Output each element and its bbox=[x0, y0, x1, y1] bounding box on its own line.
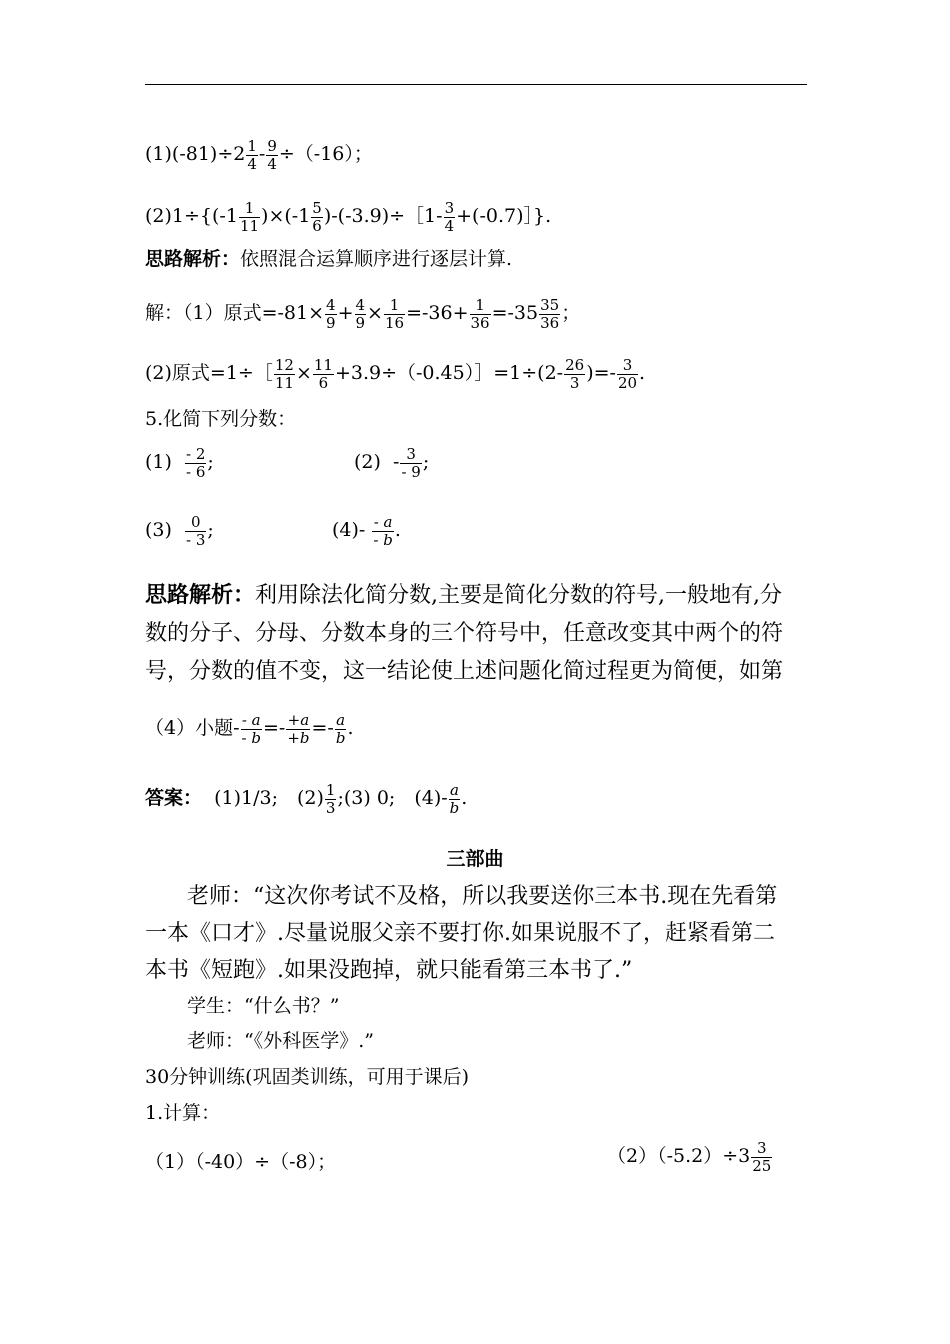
problem-2: (2)1÷{(-1 $\frac{1}{11}$ )×(-1 $\frac{5}{6}$ )-(-3.9)÷［1- $\frac{3}{4}$ +(-0.7)］}. bbox=[145, 199, 552, 235]
q5-item-2: (2) - $\frac{3}{- 9}$ ; bbox=[354, 445, 430, 481]
hint-2-line-1: 思路解析：利用除法化简分数,主要是简化分数的符号,一般地有,分 bbox=[145, 583, 782, 608]
hint-2-line-4: （4）小题- $\frac{- a}{- b}$ =- $\frac{+a}{+b}$ =- $\frac{a}{b}$ . bbox=[145, 711, 354, 747]
story-line-2: 一本《口才》.尽量说服父亲不要打你.如果说服不了，赶紧看第二 bbox=[145, 921, 775, 946]
practice-item-2: （2）（-5.2）÷3 $\frac{3}{25}$ bbox=[607, 1139, 772, 1175]
q5-title: 5.化简下列分数： bbox=[145, 408, 297, 430]
story-line-4: 学生：“什么书？” bbox=[187, 995, 340, 1017]
story-line-3: 本书《短跑》.如果没跑掉，就只能看第三本书了.” bbox=[145, 958, 633, 983]
q5-item-1: (1) $\frac{- 2}{- 6}$ ; bbox=[145, 445, 214, 481]
answer: 答案： (1)1/3; (2) $\frac{1}{3}$ ;(3) 0; (4)- $\frac{a}{b}$ . bbox=[145, 781, 468, 817]
practice-q1: 1.计算： bbox=[145, 1102, 221, 1124]
story-line-1: 老师：“这次你考试不及格，所以我要送你三本书.现在先看第 bbox=[187, 884, 778, 909]
header-rule bbox=[145, 84, 807, 85]
hint-2-line-3: 号，分数的值不变，这一结论使上述问题化简过程更为简便，如第 bbox=[145, 659, 784, 684]
story-title: 三部曲 bbox=[446, 848, 504, 870]
q5-item-3: (3) $\frac{0}{- 3}$ ; bbox=[145, 513, 214, 549]
problem-1: (1)(-81)÷2 $\frac{1}{4}$ - $\frac{9}{4}$ ÷（-16）； bbox=[145, 137, 373, 173]
q5-item-4: (4)- $\frac{- a}{- b}$ . bbox=[332, 513, 401, 549]
story-line-5: 老师：“《外科医学》.” bbox=[187, 1030, 374, 1052]
hint-2-line-2: 数的分子、分母、分数本身的三个符号中，任意改变其中两个的符 bbox=[145, 621, 784, 646]
hint-1: 思路解析：依照混合运算顺序进行逐层计算. bbox=[145, 248, 513, 270]
practice-item-1: （1）（-40）÷（-8）； bbox=[145, 1151, 337, 1173]
practice-title: 30分钟训练(巩固类训练，可用于课后) bbox=[145, 1066, 470, 1088]
solution-2: (2)原式=1÷［ $\frac{12}{11}$ × $\frac{11}{6}$ +3.9÷（-0.45）］=1÷(2- $\frac{26}{3}$ )=- $\frac{3}{20}$ . bbox=[145, 356, 646, 392]
solution-1: 解：（1）原式=-81× $\frac{4}{9}$ + $\frac{4}{9}$ × $\frac{1}{16}$ =-36+ $\frac{1}{36}$ =-35 $\frac{35}{36}$ ； bbox=[145, 296, 581, 332]
